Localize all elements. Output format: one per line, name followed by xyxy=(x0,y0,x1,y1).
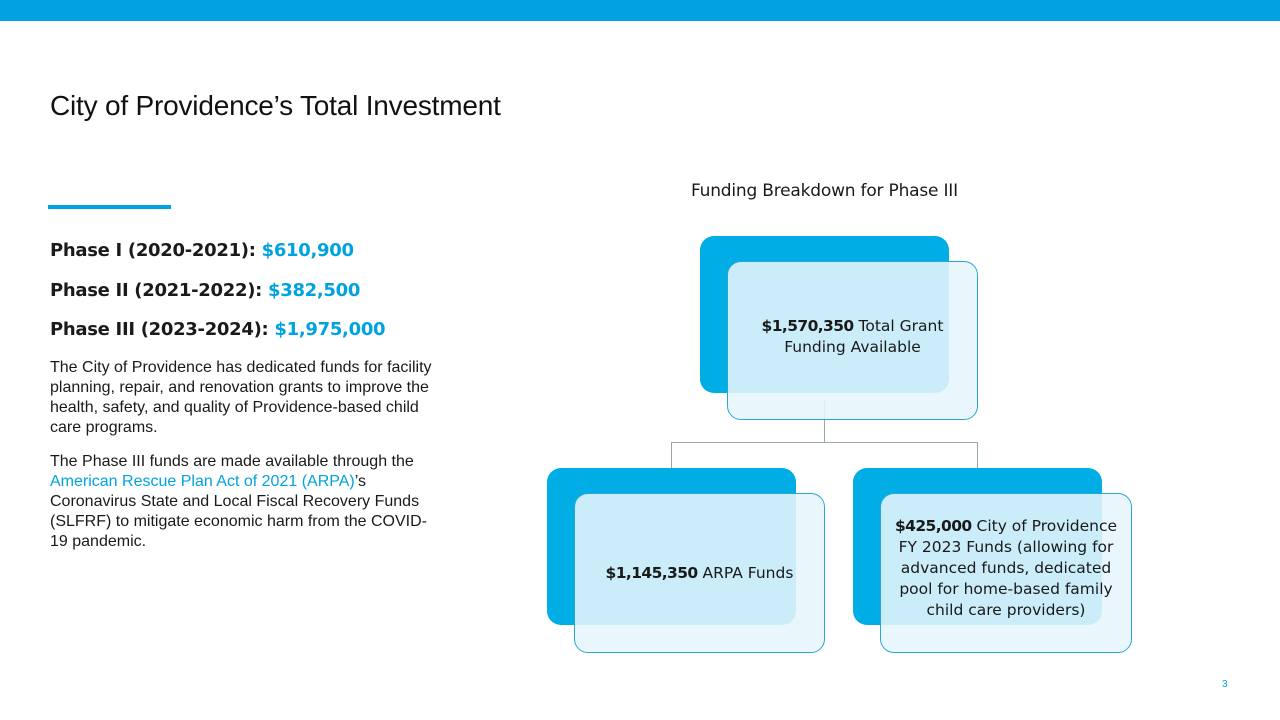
root-node-amount: $1,570,350 xyxy=(761,316,854,335)
arpa-paragraph xyxy=(50,452,440,552)
phase-3-label: Phase III (2023-2024): xyxy=(50,319,275,340)
phase-2-amount: $382,500 xyxy=(268,280,361,301)
slide-title: City of Providence’s Total Investment xyxy=(50,90,501,121)
city-node xyxy=(880,493,1132,653)
arpa-paragraph-intro: The Phase III funds are made available through the xyxy=(50,453,414,470)
root-node xyxy=(727,261,978,420)
title-accent-rule xyxy=(48,205,171,209)
top-accent-bar xyxy=(0,0,1280,21)
arpa-node xyxy=(574,493,825,653)
city-node-amount: $425,000 xyxy=(894,516,972,535)
diagram-title: Funding Breakdown for Phase III xyxy=(691,181,958,201)
phase-2-label: Phase II (2021-2022): xyxy=(50,280,268,301)
phase-3-amount: $1,975,000 xyxy=(274,319,386,340)
arpa-node-text: ARPA Funds xyxy=(697,563,794,582)
arpa-paragraph-rest: ’s Coronavirus State and Local Fiscal Recovery Funds (SLFRF) to mitigate economic harm from the COVID-19 pandemic. xyxy=(50,473,427,550)
phase-1-amount: $610,900 xyxy=(261,240,354,261)
phase-2-line xyxy=(50,280,360,301)
phase-1-line xyxy=(50,240,354,261)
left-branch-connector xyxy=(671,442,672,468)
arpa-link[interactable]: American Rescue Plan Act of 2021 (ARPA) xyxy=(50,473,355,490)
description-paragraph: The City of Providence has dedicated funds for facility planning, repair, and renovation grants to improve the health, safety, and quality of Providence-based child care programs. xyxy=(50,359,432,436)
arpa-node-amount: $1,145,350 xyxy=(605,563,698,582)
page-number: 3 xyxy=(1222,679,1228,690)
right-branch-connector xyxy=(977,442,978,468)
branch-connector xyxy=(671,442,978,443)
city-node-text: City of Providence FY 2023 Funds (allowing for advanced funds, dedicated pool for home-based family child care providers) xyxy=(898,516,1118,619)
phase-1-label: Phase I (2020-2021): xyxy=(50,240,262,261)
phase-3-line xyxy=(50,319,385,340)
root-node-text: Total Grant Funding Available xyxy=(784,316,944,356)
